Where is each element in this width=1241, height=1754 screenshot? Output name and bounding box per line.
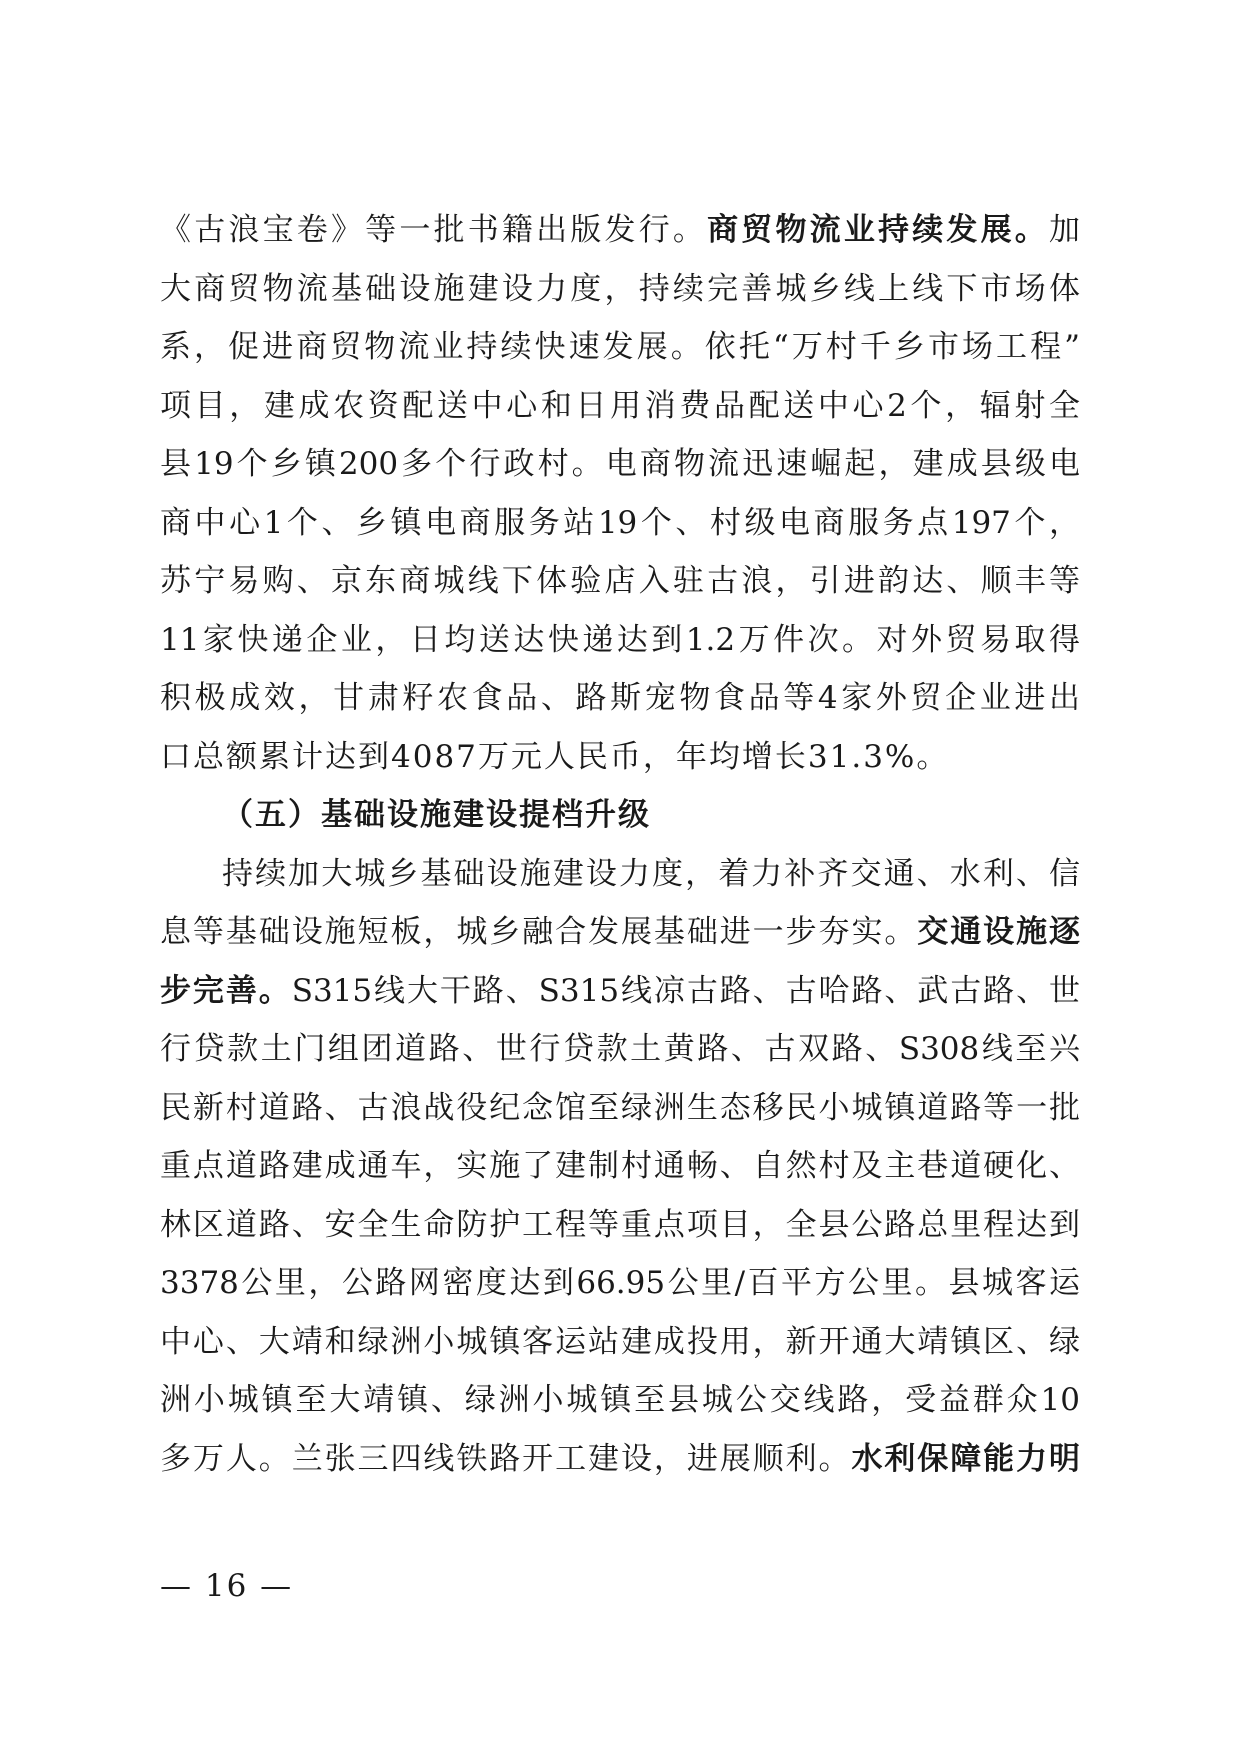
page-number: — 16 —: [160, 1568, 294, 1604]
text-segment: 《古浪宝卷》等一批书籍出版发行。: [160, 212, 708, 248]
text-segment: 持续加大城乡基础设施建设力度，着力补齐交通、水利、信: [222, 856, 1080, 892]
body-text-line: [160, 1318, 1080, 1366]
text-segment: 商中心1个、乡镇电商服务站19个、村级电商服务点197个，: [160, 505, 1080, 541]
body-text-line: [160, 967, 1080, 1015]
bold-text-segment: 商贸物流业持续发展。: [707, 212, 1050, 248]
body-text-line: [160, 382, 1080, 430]
text-segment: 行贷款土门组团道路、世行贷款土黄路、古双路、S308线至兴: [160, 1031, 1080, 1067]
body-text-line: [160, 1435, 1080, 1483]
text-segment: 重点道路建成通车，实施了建制村通畅、自然村及主巷道硬化、: [160, 1148, 1080, 1184]
text-segment: 项目，建成农资配送中心和日用消费品配送中心2个，辐射全: [160, 388, 1080, 424]
body-text-line: [160, 1084, 1080, 1132]
text-segment: 11家快递企业，日均送达快递达到1.2万件次。对外贸易取得: [160, 622, 1080, 658]
body-text-line: [160, 323, 1080, 371]
text-segment: 县19个乡镇200多个行政村。电商物流迅速崛起，建成县级电: [160, 446, 1080, 482]
body-text-line: [160, 440, 1080, 488]
body-text-line: [160, 557, 1080, 605]
text-segment: 口总额累计达到4087万元人民币，年均增长31.3%。: [160, 739, 950, 775]
text-segment: 积极成效，甘肃籽农食品、路斯宠物食品等4家外贸企业进出: [160, 680, 1080, 716]
text-segment: 苏宁易购、京东商城线下体验店入驻古浪，引进韵达、顺丰等: [160, 563, 1080, 599]
text-segment: 多万人。兰张三四线铁路开工建设，进展顺利。: [160, 1441, 852, 1477]
section-heading: （五）基础设施建设提档升级: [222, 797, 651, 833]
body-text-line: [222, 850, 1080, 898]
bold-text-segment: 水利保障能力明: [851, 1441, 1081, 1477]
body-text-line: [160, 1025, 1080, 1073]
body-text-line: [160, 1201, 1080, 1249]
text-segment: 大商贸物流基础设施建设力度，持续完善城乡线上线下市场体: [160, 271, 1080, 307]
body-text-line: [160, 206, 1080, 254]
body-text-line: [160, 616, 1080, 664]
text-segment: 加: [1049, 212, 1081, 248]
body-text-line: [160, 1142, 1080, 1190]
text-segment: 洲小城镇至大靖镇、绿洲小城镇至县城公交线路，受益群众10: [160, 1382, 1080, 1418]
body-text-line: [160, 908, 1080, 956]
body-text-line: [160, 733, 1080, 781]
body-text-line: [160, 1376, 1080, 1424]
text-segment: 中心、大靖和绿洲小城镇客运站建成投用，新开通大靖镇区、绿: [160, 1324, 1080, 1360]
bold-text-segment: 交通设施逐: [917, 914, 1081, 950]
body-text-line: [160, 674, 1080, 722]
body-text-line: [160, 265, 1080, 313]
text-segment: 民新村道路、古浪战役纪念馆至绿洲生态移民小城镇道路等一批: [160, 1090, 1080, 1126]
text-segment: 息等基础设施短板，城乡融合发展基础进一步夯实。: [160, 914, 918, 950]
text-segment: 林区道路、安全生命防护工程等重点项目，全县公路总里程达到: [160, 1207, 1080, 1243]
body-text-line: [160, 499, 1080, 547]
text-segment: 系，促进商贸物流业持续快速发展。依托“万村千乡市场工程”: [160, 329, 1080, 365]
body-text-line: [160, 1259, 1080, 1307]
bold-text-segment: 步完善。: [160, 973, 292, 1009]
text-segment: 3378公里，公路网密度达到66.95公里/百平方公里。县城客运: [160, 1265, 1080, 1301]
text-segment: S315线大干路、S315线凉古路、古哈路、武古路、世: [291, 973, 1081, 1009]
